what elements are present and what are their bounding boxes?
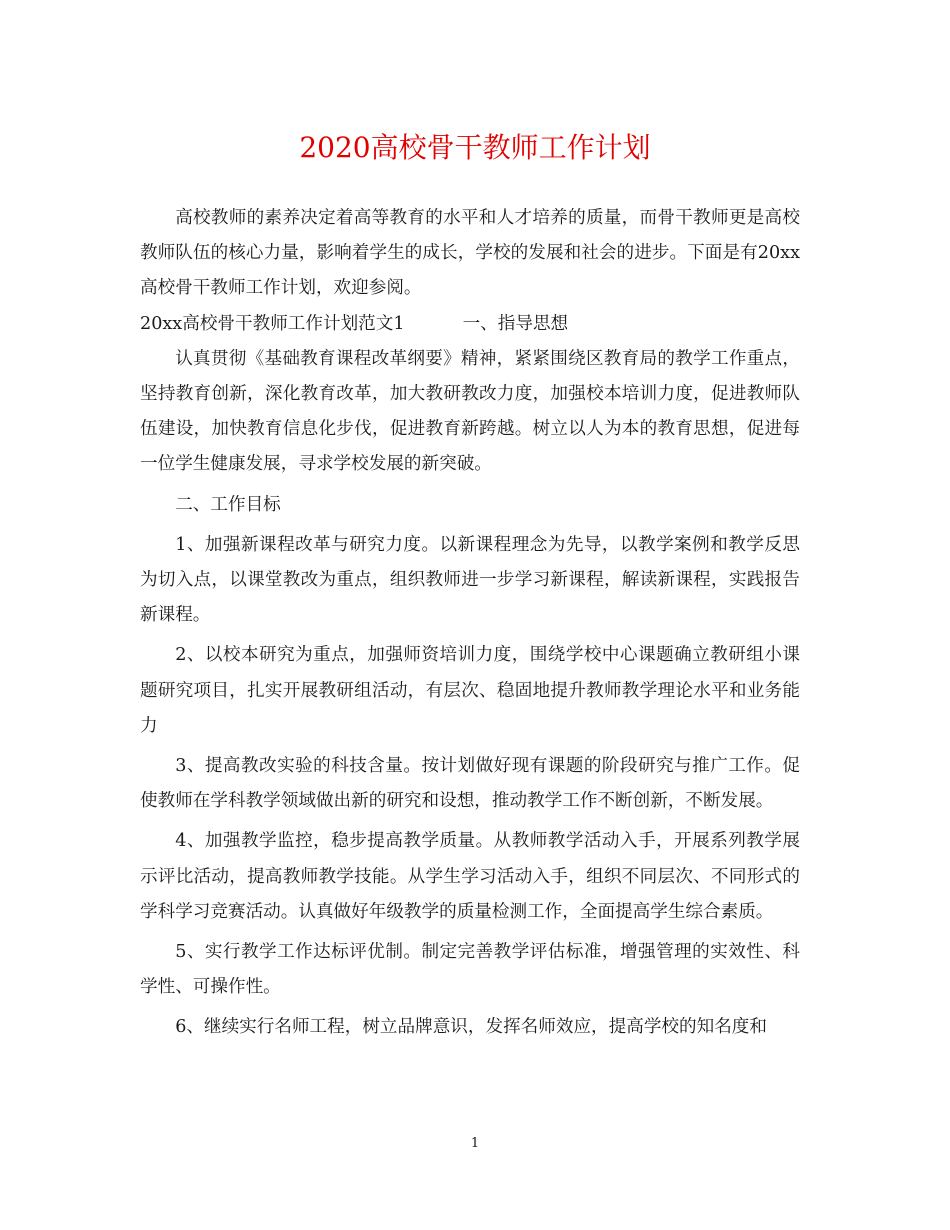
section-heading-guiding-ideology: 一、指导思想 xyxy=(462,313,569,334)
section-heading-work-goals: 二、工作目标 xyxy=(175,494,281,515)
intro-paragraph: 高校教师的素养决定着高等教育的水平和人才培养的质量，而骨干教师更是高校教师队伍的核心力量，影响着学生的成长，学校的发展和社会的进步。下面是有20xx高校骨干教师工作计划，欢迎参阅。 xyxy=(140,208,800,299)
goal-item-6: 6、继续实行名师工程，树立品牌意识，发挥名师效应，提高学校的知名度和 xyxy=(175,1017,767,1038)
page-number: 1 xyxy=(470,1136,480,1151)
goal-item-1: 1、加强新课程改革与研究力度。以新课程理念为先导，以教学案例和教学反思为切入点，以课堂教改为重点，组织教师进一步学习新课程，解读新课程，实践报告新课程。 xyxy=(140,534,800,626)
goal-item-5: 5、实行教学工作达标评优制。制定完善教学评估标准，增强管理的实效性、科学性、可操作性。 xyxy=(140,942,800,998)
goal-item-2: 2、以校本研究为重点，加强师资培训力度，围绕学校中心课题确立教研组小课题研究项目，扎实开展教研组活动，有层次、稳固地提升教师教学理论水平和业务能力 xyxy=(140,645,800,736)
guiding-ideology-paragraph: 认真贯彻《基础教育课程改革纲要》精神，紧紧围绕区教育局的教学工作重点，坚持教育创新，深化教育改革，加大教研教改力度，加强校本培训力度，促进教师队伍建设，加快教育信息化步伐，促进教育新跨越。树立以人为本的教育思想，促进每一位学生健康发展，寻求学校发展的新突破。 xyxy=(140,348,800,475)
document-body xyxy=(140,201,800,1046)
sample-heading: 20xx高校骨干教师工作计划范文1 xyxy=(140,313,405,334)
goal-item-4: 4、加强教学监控，稳步提高教学质量。从教师教学活动入手，开展系列教学展示评比活动，提高教师教学技能。从学生学习活动入手，组织不同层次、不同形式的学科学习竞赛活动。认真做好年级教学的质量检测工作，全面提高学生综合素质。 xyxy=(140,831,800,922)
document-title: 2020高校骨干教师工作计划 xyxy=(299,131,651,164)
sample-heading-line xyxy=(140,307,800,342)
goal-item-3: 3、提高教改实验的科技含量。按计划做好现有课题的阶段研究与推广工作。促使教师在学科教学领域做出新的研究和设想，推动教学工作不断创新，不断发展。 xyxy=(140,756,800,812)
